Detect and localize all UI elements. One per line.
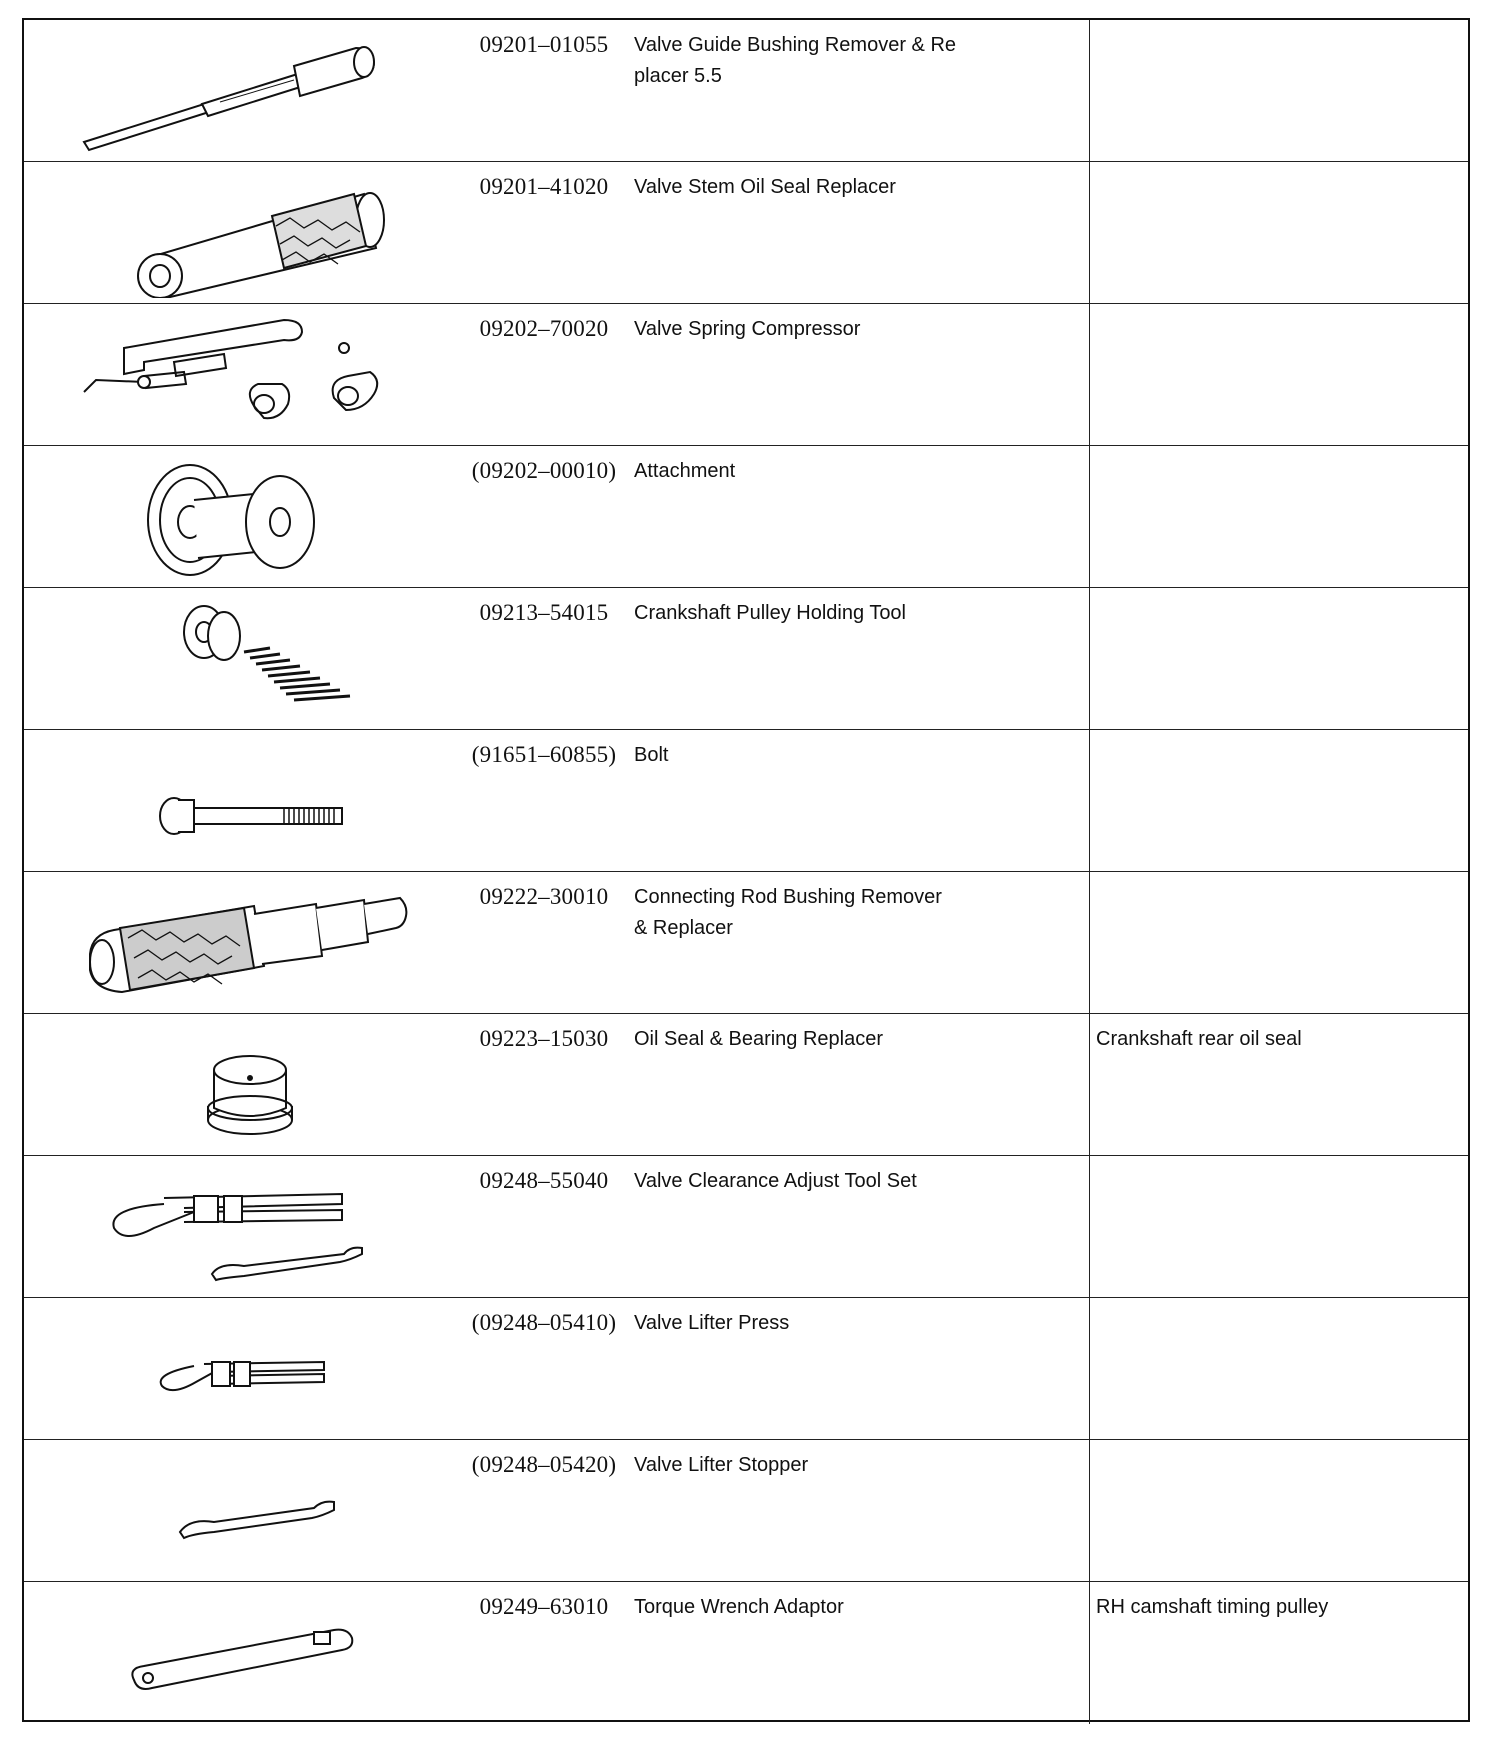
part-number: 09213–54015 bbox=[479, 600, 609, 625]
part-number: 09222–30010 bbox=[479, 884, 609, 909]
part-number: (91651–60855) bbox=[471, 742, 617, 767]
table-row bbox=[24, 1298, 1468, 1440]
tool-name: Valve Stem Oil Seal Replacer bbox=[634, 176, 896, 198]
seal-bearing-replacer-icon bbox=[44, 1020, 424, 1150]
table-row bbox=[24, 1440, 1468, 1582]
torque-wrench-adaptor-icon bbox=[44, 1588, 424, 1718]
valve-lifter-press-icon bbox=[44, 1304, 424, 1434]
oil-seal-replacer-icon bbox=[44, 168, 424, 298]
valve-clearance-tool-set-icon bbox=[44, 1162, 424, 1292]
tool-note: Crankshaft rear oil seal bbox=[1096, 1028, 1302, 1050]
table-row bbox=[24, 304, 1468, 446]
tool-name: Valve Lifter Stopper bbox=[634, 1454, 809, 1476]
bolt-icon bbox=[44, 736, 424, 866]
tool-name: Connecting Rod Bushing Remover & Replacer bbox=[634, 886, 942, 939]
part-number: 09248–55040 bbox=[479, 1168, 609, 1193]
tool-name: Crankshaft Pulley Holding Tool bbox=[634, 602, 907, 624]
tool-name: Valve Spring Compressor bbox=[634, 318, 861, 340]
part-number: 09223–15030 bbox=[479, 1026, 609, 1051]
pulley-holding-tool-icon bbox=[44, 594, 424, 724]
part-number: 09201–41020 bbox=[479, 174, 609, 199]
valve-guide-bushing-remover-icon bbox=[44, 26, 424, 156]
column-divider bbox=[1089, 446, 1090, 587]
table-row bbox=[24, 1156, 1468, 1298]
table-row bbox=[24, 1014, 1468, 1156]
column-divider bbox=[1089, 1582, 1090, 1724]
special-tools-table bbox=[22, 18, 1470, 1722]
table-row bbox=[24, 872, 1468, 1014]
part-number: (09248–05420) bbox=[471, 1452, 617, 1477]
tool-name: Attachment bbox=[634, 460, 736, 482]
attachment-icon bbox=[44, 452, 424, 582]
table-row bbox=[24, 446, 1468, 588]
table-row bbox=[24, 1582, 1468, 1724]
table-row bbox=[24, 588, 1468, 730]
tool-note: RH camshaft timing pulley bbox=[1096, 1596, 1329, 1618]
part-number: (09248–05410) bbox=[471, 1310, 617, 1335]
part-number: 09201–01055 bbox=[479, 32, 609, 57]
valve-spring-compressor-icon bbox=[44, 310, 424, 440]
table-row bbox=[24, 20, 1468, 162]
column-divider bbox=[1089, 162, 1090, 303]
column-divider bbox=[1089, 730, 1090, 871]
table-row bbox=[24, 730, 1468, 872]
table-row bbox=[24, 162, 1468, 304]
tool-name: Valve Lifter Press bbox=[634, 1312, 790, 1334]
part-number: (09202–00010) bbox=[471, 458, 617, 483]
column-divider bbox=[1089, 1156, 1090, 1297]
column-divider bbox=[1089, 1014, 1090, 1155]
rod-bushing-remover-icon bbox=[44, 878, 424, 1008]
part-number: 09202–70020 bbox=[479, 316, 609, 341]
column-divider bbox=[1089, 1440, 1090, 1581]
tool-name: Valve Clearance Adjust Tool Set bbox=[634, 1170, 917, 1192]
tool-name: Valve Guide Bushing Remover & Re placer 5.5 bbox=[634, 34, 957, 87]
part-number: 09249–63010 bbox=[479, 1594, 609, 1619]
tool-name: Torque Wrench Adaptor bbox=[634, 1596, 844, 1618]
column-divider bbox=[1089, 588, 1090, 729]
valve-lifter-stopper-icon bbox=[44, 1446, 424, 1576]
column-divider bbox=[1089, 304, 1090, 445]
tool-name: Bolt bbox=[634, 744, 669, 766]
column-divider bbox=[1089, 20, 1090, 161]
column-divider bbox=[1089, 1298, 1090, 1439]
tool-name: Oil Seal & Bearing Replacer bbox=[634, 1028, 884, 1050]
column-divider bbox=[1089, 872, 1090, 1013]
